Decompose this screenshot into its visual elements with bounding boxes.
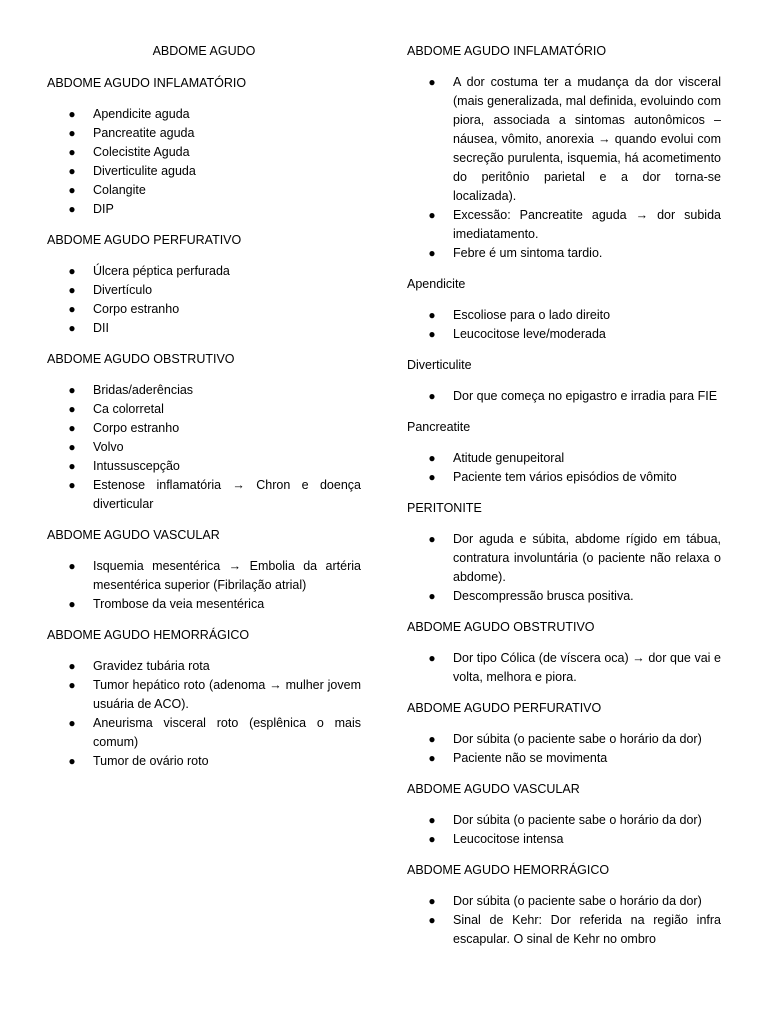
list-item-text: Trombose da veia mesentérica — [93, 597, 265, 611]
bullet-icon: ● — [68, 659, 76, 673]
bullet-list — [47, 657, 361, 771]
bullet-icon: ● — [68, 716, 76, 730]
list-item-text: Bridas/aderências — [93, 383, 194, 397]
list-item-text: Corpo estranho — [93, 421, 180, 435]
list-item-text: Dor súbita (o paciente sabe o horário da dor) — [453, 732, 702, 746]
bullet-icon: ● — [68, 754, 76, 768]
list-item-text: Intussuscepção — [93, 459, 180, 473]
list-item-text: Colangite — [93, 183, 146, 197]
section-heading: PERITONITE — [407, 501, 482, 515]
section-heading: ABDOME AGUDO INFLAMATÓRIO — [47, 76, 247, 90]
list-item-text: Colecistite Aguda — [93, 145, 190, 159]
bullet-icon: ● — [428, 532, 436, 546]
list-item-text: Dor súbita (o paciente sabe o horário da dor) — [453, 813, 702, 827]
bullet-list — [407, 730, 721, 768]
list-item — [47, 300, 361, 319]
bullet-list — [407, 530, 721, 606]
list-item-text: Gravidez tubária rota — [93, 659, 210, 673]
bullet-icon: ● — [428, 308, 436, 322]
right-column — [407, 42, 721, 961]
bullet-icon: ● — [68, 478, 76, 492]
bullet-icon: ● — [68, 383, 76, 397]
bullet-list — [47, 557, 361, 614]
bullet-icon: ● — [68, 202, 76, 216]
list-item-text: Dor que começa no epigastro e irradia para FIE — [453, 389, 718, 403]
list-item — [407, 73, 721, 206]
list-item — [47, 557, 361, 595]
bullet-icon: ● — [428, 913, 436, 927]
bullet-icon: ● — [68, 321, 76, 335]
left-sections — [47, 74, 361, 771]
list-item — [47, 200, 361, 219]
list-item — [47, 400, 361, 419]
left-column — [47, 42, 361, 783]
list-item-text: Estenose inflamatória → Chron e doença diverticular — [93, 478, 361, 511]
list-item — [47, 319, 361, 338]
section-heading: Apendicite — [407, 277, 466, 291]
bullet-icon: ● — [428, 246, 436, 260]
list-item — [47, 143, 361, 162]
bullet-icon: ● — [68, 302, 76, 316]
list-item-text: Divertículo — [93, 283, 153, 297]
list-item-text: Corpo estranho — [93, 302, 180, 316]
bullet-icon: ● — [428, 651, 436, 665]
bullet-icon: ● — [68, 597, 76, 611]
bullet-icon: ● — [428, 75, 436, 89]
list-item — [47, 752, 361, 771]
list-item — [407, 830, 721, 849]
bullet-icon: ● — [68, 107, 76, 121]
right-sections — [407, 42, 721, 949]
list-item-text: Pancreatite aguda — [93, 126, 195, 140]
section-heading: ABDOME AGUDO VASCULAR — [407, 782, 580, 796]
list-item-text: Aneurisma visceral roto (esplênica o mais comum) — [93, 716, 361, 749]
bullet-icon: ● — [68, 459, 76, 473]
bullet-list — [407, 449, 721, 487]
list-item — [47, 476, 361, 514]
bullet-list — [47, 381, 361, 514]
list-item-text: Escoliose para o lado direito — [453, 308, 611, 322]
list-item — [407, 206, 721, 244]
bullet-icon: ● — [428, 894, 436, 908]
list-item-text: DII — [93, 321, 109, 335]
section-heading: ABDOME AGUDO OBSTRUTIVO — [407, 620, 595, 634]
section-heading: ABDOME AGUDO HEMORRÁGICO — [47, 628, 250, 642]
list-item — [407, 387, 721, 406]
list-item — [47, 419, 361, 438]
bullet-icon: ● — [428, 813, 436, 827]
bullet-icon: ● — [68, 283, 76, 297]
list-item-text: Leucocitose leve/moderada — [453, 327, 606, 341]
section-heading: ABDOME AGUDO PERFURATIVO — [407, 701, 602, 715]
bullet-icon: ● — [68, 402, 76, 416]
list-item-text: Volvo — [93, 440, 124, 454]
section-heading: ABDOME AGUDO PERFURATIVO — [47, 233, 242, 247]
list-item-text: Dor tipo Cólica (de víscera oca) → dor que vai e volta, melhora e piora. — [453, 651, 721, 684]
list-item-text: Diverticulite aguda — [93, 164, 196, 178]
document-title: ABDOME AGUDO — [152, 44, 256, 58]
list-item — [47, 676, 361, 714]
list-item — [407, 449, 721, 468]
bullet-icon: ● — [428, 389, 436, 403]
bullet-icon: ● — [68, 421, 76, 435]
section-heading: ABDOME AGUDO OBSTRUTIVO — [47, 352, 235, 366]
bullet-icon: ● — [68, 183, 76, 197]
list-item-text: Febre é um sintoma tardio. — [453, 246, 603, 260]
list-item-text: Tumor de ovário roto — [93, 754, 209, 768]
section-heading: Pancreatite — [407, 420, 471, 434]
bullet-icon: ● — [428, 327, 436, 341]
bullet-list — [407, 306, 721, 344]
section-heading: ABDOME AGUDO INFLAMATÓRIO — [407, 44, 607, 58]
bullet-icon: ● — [68, 126, 76, 140]
list-item — [407, 306, 721, 325]
bullet-list — [407, 811, 721, 849]
bullet-icon: ● — [428, 208, 436, 222]
list-item-text: Apendicite aguda — [93, 107, 190, 121]
list-item — [407, 325, 721, 344]
list-item — [47, 657, 361, 676]
list-item-text: Dor súbita (o paciente sabe o horário da dor) — [453, 894, 702, 908]
section-heading: ABDOME AGUDO HEMORRÁGICO — [407, 863, 610, 877]
bullet-icon: ● — [428, 470, 436, 484]
bullet-icon: ● — [428, 451, 436, 465]
bullet-icon: ● — [68, 440, 76, 454]
list-item — [47, 124, 361, 143]
bullet-list — [47, 105, 361, 219]
list-item-text: Excessão: Pancreatite aguda → dor subida imediatamento. — [453, 208, 721, 241]
list-item — [47, 262, 361, 281]
bullet-list — [407, 73, 721, 263]
bullet-icon: ● — [428, 589, 436, 603]
list-item — [47, 438, 361, 457]
list-item — [47, 595, 361, 614]
list-item-text: DIP — [93, 202, 114, 216]
section-heading: Diverticulite — [407, 358, 472, 372]
list-item-text: Isquemia mesentérica → Embolia da artéria mesentérica superior (Fibrilação atrial) — [93, 559, 361, 592]
list-item — [407, 530, 721, 587]
bullet-icon: ● — [68, 559, 76, 573]
list-item — [407, 730, 721, 749]
list-item-text: Úlcera péptica perfurada — [93, 264, 230, 278]
list-item-text: Descompressão brusca positiva. — [453, 589, 634, 603]
list-item — [47, 181, 361, 200]
list-item-text: Dor aguda e súbita, abdome rígido em tábua, contratura involuntária (o paciente não relaxa o abdome). — [453, 532, 721, 584]
list-item — [407, 468, 721, 487]
list-item-text: Ca colorretal — [93, 402, 164, 416]
list-item — [407, 892, 721, 911]
bullet-icon: ● — [68, 145, 76, 159]
bullet-list — [407, 387, 721, 406]
list-item — [407, 811, 721, 830]
bullet-icon: ● — [68, 164, 76, 178]
list-item — [407, 244, 721, 263]
list-item — [407, 649, 721, 687]
list-item-text: Paciente não se movimenta — [453, 751, 608, 765]
list-item — [407, 587, 721, 606]
list-item — [47, 457, 361, 476]
list-item-text: Sinal de Kehr: Dor referida na região infra escapular. O sinal de Kehr no ombro — [453, 913, 721, 946]
list-item-text: Tumor hepático roto (adenoma → mulher jovem usuária de ACO). — [93, 678, 361, 711]
list-item — [407, 749, 721, 768]
list-item-text: Leucocitose intensa — [453, 832, 564, 846]
list-item-text: A dor costuma ter a mudança da dor visceral (mais generalizada, mal definida, evoluindo com piora, associada a sintomas autonômicos – náusea, vômito, anorexia → quando evolui com secreção purulenta, isquemia, há acometimento do peritônio parietal e a dor torna-se localizada). — [453, 75, 721, 203]
list-item — [47, 381, 361, 400]
list-item — [47, 162, 361, 181]
bullet-icon: ● — [428, 732, 436, 746]
list-item — [47, 714, 361, 752]
bullet-list — [47, 262, 361, 338]
list-item-text: Paciente tem vários episódios de vômito — [453, 470, 677, 484]
bullet-icon: ● — [428, 832, 436, 846]
list-item-text: Atitude genupeitoral — [453, 451, 565, 465]
bullet-icon: ● — [428, 751, 436, 765]
bullet-list — [407, 892, 721, 949]
section-heading: ABDOME AGUDO VASCULAR — [47, 528, 220, 542]
bullet-icon: ● — [68, 264, 76, 278]
list-item — [47, 105, 361, 124]
list-item — [47, 281, 361, 300]
list-item — [407, 911, 721, 949]
bullet-icon: ● — [68, 678, 76, 692]
bullet-list — [407, 649, 721, 687]
